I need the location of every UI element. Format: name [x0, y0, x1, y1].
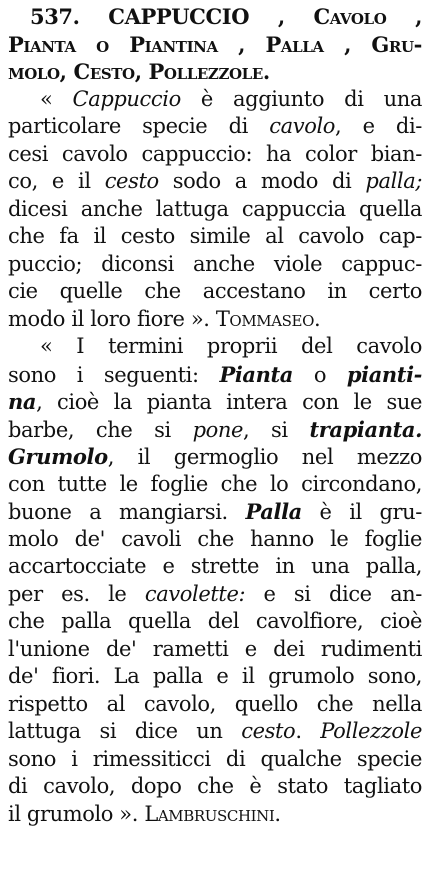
text-run: de' fiori. La palla e il grumolo sono, — [8, 664, 422, 688]
text-line — [8, 58, 422, 86]
text-run: per es. le — [8, 581, 145, 606]
text-run: , si — [243, 417, 310, 442]
text-line — [8, 581, 422, 609]
text-run: Lambruschini. — [144, 801, 281, 826]
paragraph-lambruschini — [8, 333, 422, 828]
text-run: che fa il cesto simile al cavolo cap- — [8, 224, 422, 248]
text-line — [8, 801, 422, 829]
text-line — [8, 278, 422, 306]
text-run: Pollezzole — [320, 719, 422, 743]
text-run: che palla quella del cavolfiore, cioè — [8, 609, 422, 633]
text-line — [8, 223, 422, 251]
text-run: dicesi anche lattuga cappuccia quella — [8, 196, 422, 221]
text-line — [8, 86, 422, 114]
text-line — [8, 168, 422, 196]
text-run: cesto — [104, 169, 159, 193]
text-run: puccio; diconsi anche viole cappuc- — [8, 251, 422, 276]
text-line — [8, 141, 422, 169]
text-run: Cappuccio — [72, 86, 181, 111]
text-line — [8, 3, 422, 31]
text-run: Pianta o Piantina , Palla , Gru- — [8, 31, 422, 57]
text-line — [8, 608, 422, 636]
text-run: cesi cavolo cappuccio: ha color bian- — [8, 141, 422, 166]
text-run: cie quelle che accestano in certo — [8, 279, 422, 303]
text-line — [8, 443, 422, 471]
text-line — [8, 553, 422, 581]
text-line — [8, 746, 422, 774]
text-line — [8, 416, 422, 444]
text-run: modo il loro fiore ». — [8, 306, 216, 331]
text-line — [8, 113, 422, 141]
text-run: è aggiunto di una — [180, 86, 422, 111]
text-run: il grumolo ». — [8, 801, 145, 826]
text-run: o — [293, 362, 347, 387]
text-line — [8, 498, 422, 526]
text-line — [8, 471, 422, 499]
text-run: pone — [192, 417, 244, 442]
text-run: « I termini proprii del cavolo — [40, 334, 422, 358]
text-run: palla; — [365, 169, 422, 193]
text-run: è il gru- — [301, 500, 422, 524]
text-run: . — [295, 719, 321, 743]
text-run: , e di- — [335, 114, 422, 138]
text-run: buone a mangiarsi. — [8, 500, 246, 524]
text-run: « — [40, 86, 73, 111]
text-line — [8, 526, 422, 554]
text-run: cesto — [241, 719, 296, 743]
text-run: Palla — [245, 499, 302, 524]
text-line — [8, 333, 422, 361]
text-run: co, e il — [8, 169, 105, 193]
text-line — [8, 251, 422, 279]
text-run: sono i rimessiticci di qualche specie — [8, 746, 422, 771]
text-run: , il germoglio nel mezzo — [107, 445, 422, 469]
text-run: 537. CAPPUCCIO , — [30, 4, 314, 29]
text-line — [8, 361, 422, 389]
text-run: cavolette: — [144, 581, 246, 606]
text-line — [8, 636, 422, 664]
text-run: accartocciate e strette in una palla, — [8, 554, 422, 578]
text-line — [8, 691, 422, 719]
paragraph-tommaseo — [8, 86, 422, 334]
text-run: pianti- — [346, 361, 422, 387]
text-run: Grumolo — [8, 444, 108, 469]
text-run: molo de' cavoli che hanno le foglie — [8, 526, 422, 551]
text-run: molo, Cesto, Pollezzole. — [8, 59, 270, 84]
text-line — [8, 306, 422, 334]
text-line — [8, 196, 422, 224]
text-line — [8, 718, 422, 746]
text-run: na — [8, 389, 37, 414]
entry-heading — [8, 3, 422, 86]
text-run: l'unione de' rametti e dei rudimenti — [8, 636, 422, 661]
text-run: trapianta. — [309, 416, 422, 442]
text-run: di cavolo, dopo che è stato tagliato — [8, 774, 422, 798]
text-run: , cioè la pianta intera con le sue — [36, 390, 422, 414]
text-run: cavolo — [269, 114, 336, 138]
text-run: particolare specie di — [8, 114, 270, 138]
text-line — [8, 31, 422, 59]
text-run: rispetto al cavolo, quello che nella — [8, 691, 422, 716]
text-run: Pianta — [219, 361, 294, 387]
text-run: con tutte le foglie che lo circondano, — [8, 471, 422, 496]
text-line — [8, 388, 422, 416]
text-run: e si dice an- — [245, 581, 422, 606]
text-run: Tommaseo. — [215, 306, 321, 331]
text-run: barbe, che si — [8, 417, 193, 442]
text-run: sono i seguenti: — [8, 362, 220, 387]
text-run: sodo a modo di — [158, 169, 366, 193]
text-run: Cavolo , — [313, 4, 422, 29]
text-line — [8, 773, 422, 801]
text-run: lattuga si dice un — [8, 719, 242, 743]
text-line — [8, 663, 422, 691]
